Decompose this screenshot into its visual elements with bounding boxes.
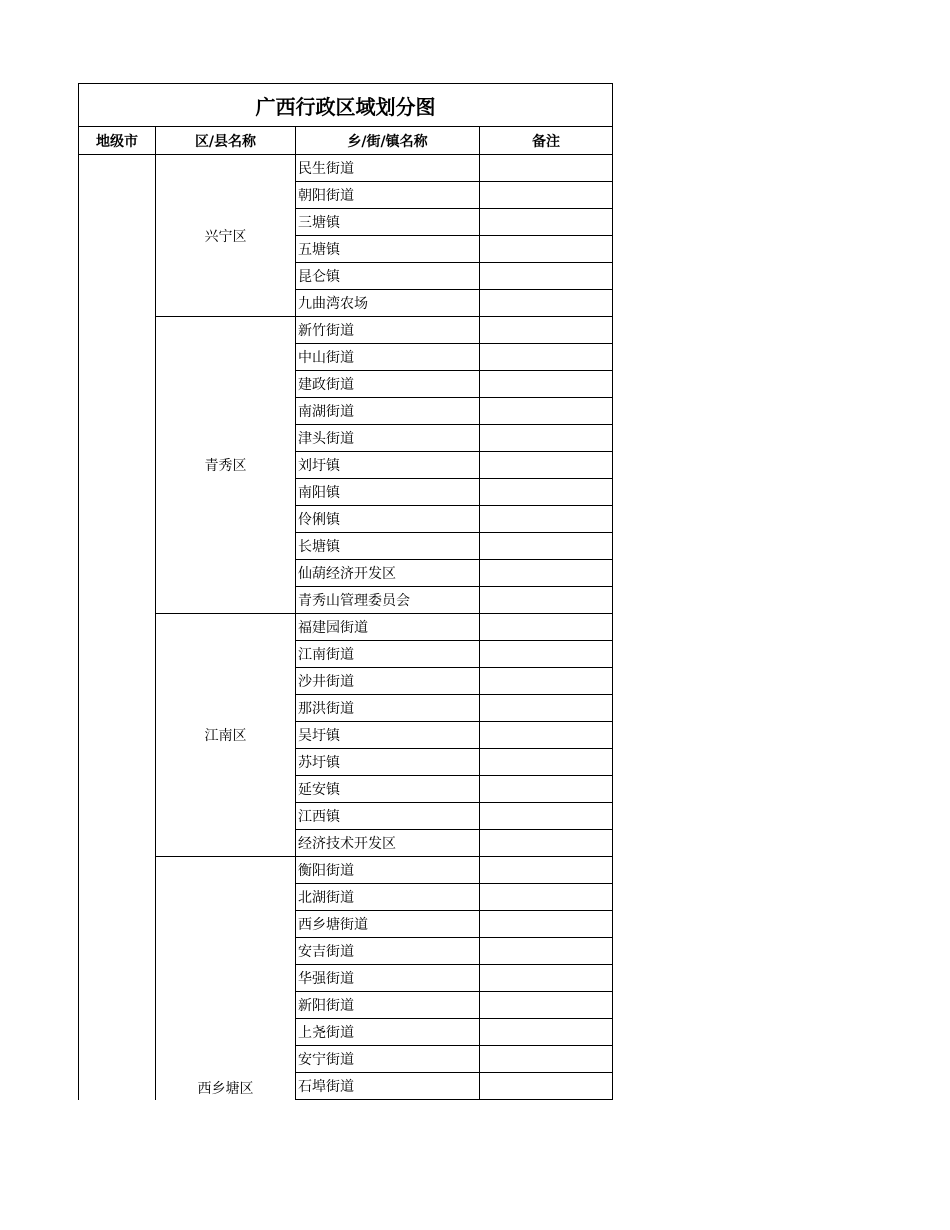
town-cell[interactable]: 沙井街道 xyxy=(296,668,480,695)
note-cell[interactable] xyxy=(480,641,613,668)
town-cell[interactable]: 建政街道 xyxy=(296,371,480,398)
note-cell[interactable] xyxy=(480,857,613,884)
admin-division-table xyxy=(78,83,613,1100)
town-cell[interactable]: 九曲湾农场 xyxy=(296,290,480,317)
town-cell[interactable]: 江西镇 xyxy=(296,803,480,830)
note-cell[interactable] xyxy=(480,938,613,965)
town-cell[interactable]: 新阳街道 xyxy=(296,992,480,1019)
town-cell[interactable]: 苏圩镇 xyxy=(296,749,480,776)
header-note: 备注 xyxy=(480,127,613,155)
note-cell[interactable] xyxy=(480,236,613,263)
town-cell[interactable]: 南阳镇 xyxy=(296,479,480,506)
town-cell[interactable]: 刘圩镇 xyxy=(296,452,480,479)
note-cell[interactable] xyxy=(480,992,613,1019)
town-cell[interactable]: 五塘镇 xyxy=(296,236,480,263)
note-cell[interactable] xyxy=(480,506,613,533)
note-cell[interactable] xyxy=(480,371,613,398)
town-cell[interactable]: 经济技术开发区 xyxy=(296,830,480,857)
town-cell[interactable]: 津头街道 xyxy=(296,425,480,452)
town-cell[interactable]: 长塘镇 xyxy=(296,533,480,560)
spreadsheet xyxy=(78,83,612,1100)
town-cell[interactable]: 南湖街道 xyxy=(296,398,480,425)
town-cell[interactable]: 北湖街道 xyxy=(296,884,480,911)
note-cell[interactable] xyxy=(480,533,613,560)
note-cell[interactable] xyxy=(480,1019,613,1046)
note-cell[interactable] xyxy=(480,722,613,749)
note-cell[interactable] xyxy=(480,479,613,506)
town-cell[interactable]: 华强街道 xyxy=(296,965,480,992)
note-cell[interactable] xyxy=(480,776,613,803)
header-town: 乡/街/镇名称 xyxy=(296,127,480,155)
town-cell[interactable]: 青秀山管理委员会 xyxy=(296,587,480,614)
district-cell[interactable]: 青秀区 xyxy=(156,317,296,614)
district-cell[interactable]: 江南区 xyxy=(156,614,296,857)
town-cell[interactable]: 昆仑镇 xyxy=(296,263,480,290)
town-cell[interactable]: 福建园街道 xyxy=(296,614,480,641)
town-cell[interactable]: 新竹街道 xyxy=(296,317,480,344)
town-cell[interactable]: 延安镇 xyxy=(296,776,480,803)
town-cell[interactable]: 石埠街道 xyxy=(296,1073,480,1100)
city-cell[interactable] xyxy=(79,155,156,1100)
town-cell[interactable]: 仙葫经济开发区 xyxy=(296,560,480,587)
note-cell[interactable] xyxy=(480,398,613,425)
note-cell[interactable] xyxy=(480,965,613,992)
note-cell[interactable] xyxy=(480,290,613,317)
header-city: 地级市 xyxy=(79,127,156,155)
note-cell[interactable] xyxy=(480,587,613,614)
table-row xyxy=(79,317,613,344)
note-cell[interactable] xyxy=(480,1073,613,1100)
note-cell[interactable] xyxy=(480,182,613,209)
district-cell[interactable]: 西乡塘区 xyxy=(156,857,296,1100)
note-cell[interactable] xyxy=(480,749,613,776)
table-row xyxy=(79,857,613,884)
note-cell[interactable] xyxy=(480,695,613,722)
note-cell[interactable] xyxy=(480,452,613,479)
note-cell[interactable] xyxy=(480,209,613,236)
town-cell[interactable]: 上尧街道 xyxy=(296,1019,480,1046)
town-cell[interactable]: 民生街道 xyxy=(296,155,480,182)
town-cell[interactable]: 吴圩镇 xyxy=(296,722,480,749)
header-district: 区/县名称 xyxy=(156,127,296,155)
note-cell[interactable] xyxy=(480,317,613,344)
town-cell[interactable]: 安宁街道 xyxy=(296,1046,480,1073)
note-cell[interactable] xyxy=(480,803,613,830)
town-cell[interactable]: 中山街道 xyxy=(296,344,480,371)
town-cell[interactable]: 伶俐镇 xyxy=(296,506,480,533)
table-row xyxy=(79,614,613,641)
note-cell[interactable] xyxy=(480,668,613,695)
note-cell[interactable] xyxy=(480,884,613,911)
note-cell[interactable] xyxy=(480,344,613,371)
town-cell[interactable]: 安吉街道 xyxy=(296,938,480,965)
town-cell[interactable]: 西乡塘街道 xyxy=(296,911,480,938)
note-cell[interactable] xyxy=(480,830,613,857)
town-cell[interactable]: 衡阳街道 xyxy=(296,857,480,884)
note-cell[interactable] xyxy=(480,425,613,452)
note-cell[interactable] xyxy=(480,560,613,587)
note-cell[interactable] xyxy=(480,263,613,290)
note-cell[interactable] xyxy=(480,155,613,182)
note-cell[interactable] xyxy=(480,614,613,641)
table-title: 广西行政区域划分图 xyxy=(79,84,613,127)
note-cell[interactable] xyxy=(480,911,613,938)
note-cell[interactable] xyxy=(480,1046,613,1073)
town-cell[interactable]: 三塘镇 xyxy=(296,209,480,236)
town-cell[interactable]: 那洪街道 xyxy=(296,695,480,722)
town-cell[interactable]: 朝阳街道 xyxy=(296,182,480,209)
town-cell[interactable]: 江南街道 xyxy=(296,641,480,668)
district-cell[interactable]: 兴宁区 xyxy=(156,155,296,317)
table-row xyxy=(79,155,613,182)
